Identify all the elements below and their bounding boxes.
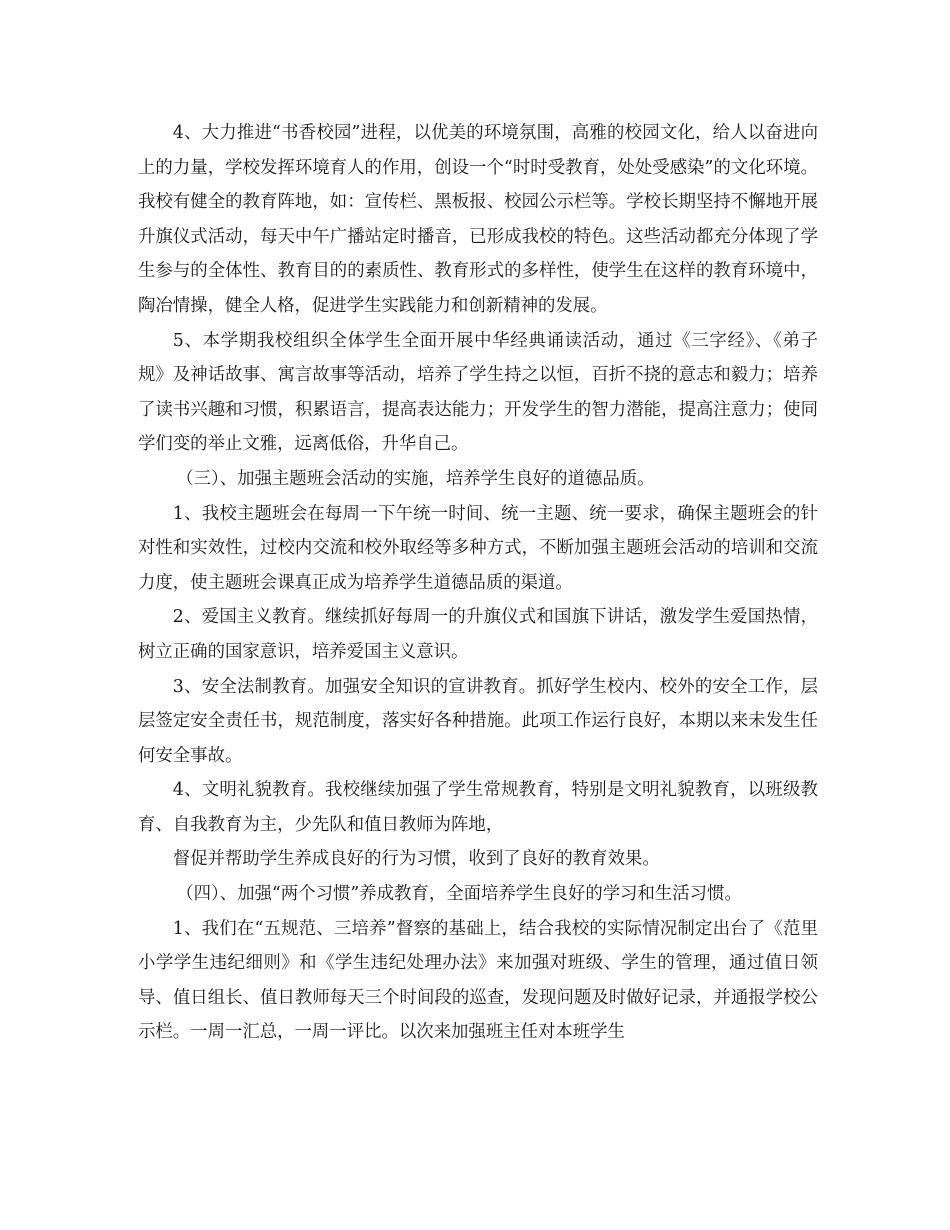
- paragraph-4-courtesy: 4、文明礼貌教育。我校继续加强了学生常规教育，特别是文明礼貌教育，以班级教育、自我教育为主，少先队和值日教师为阵地，: [138, 780, 818, 835]
- paragraph-1-habits: 1、我们在“五规范、三培养”督察的基础上，结合我校的实际情况制定出台了《范里小学学生违纪细则》和《学生违纪处理办法》来加强对班级、学生的管理，通过值日领导、值日组长、值日教师每天三个时间段的巡查，发现问题及时做好记录，并通报学校公示栏。一周一汇总，一周一评比。以次来加强班主任对本班学生: [138, 918, 818, 1043]
- paragraph-1-class-meeting: 1、我校主题班会在每周一下午统一时间、统一主题、统一要求，确保主题班会的针对性和实效性，过校内交流和校外取经等多种方式，不断加强主题班会活动的培训和交流力度，使主题班会课真正成为培养学生道德品质的渠道。: [138, 503, 818, 593]
- paragraph-4-book-campus: 4、大力推进“书香校园”进程，以优美的环境氛围，高雅的校园文化，给人以奋进向上的力量，学校发挥环境育人的作用，创设一个“时时受教育，处处受感染”的文化环境。我校有健全的教育阵地，如：宣传栏、黑板报、校园公示栏等。学校长期坚持不懈地开展升旗仪式活动，每天中午广播站定时播音，已形成我校的特色。这些活动都充分体现了学生参与的全体性、教育目的的素质性、教育形式的多样性，使学生在这样的教育环境中，陶冶情操，健全人格，促进学生实践能力和创新精神的发展。: [138, 123, 818, 316]
- section-heading-3: （三）、加强主题班会活动的实施，培养学生良好的道德品质。: [176, 468, 655, 489]
- paragraph-2-patriotism: 2、爱国主义教育。继续抓好每周一的升旗仪式和国旗下讲话，激发学生爱国热情，树立正确的国家意识，培养爱国主义意识。: [138, 607, 818, 662]
- paragraph-courtesy-continued: 督促并帮助学生养成良好的行为习惯，收到了良好的教育效果。: [172, 849, 660, 870]
- section-heading-4: （四）、加强“两个习惯”养成教育，全面培养学生良好的学习和生活习惯。: [176, 884, 742, 905]
- paragraph-5-classics-reading: 5、本学期我校组织全体学生全面开展中华经典诵读活动，通过《三字经》、《弟子规》及神话故事、寓言故事等活动，培养了学生持之以恒，百折不挠的意志和毅力；培养了读书兴趣和习惯，积累语言，提高表达能力；开发学生的智力潜能，提高注意力；使同学们变的举止文雅，远离低俗，升华自己。: [138, 330, 818, 455]
- document-body: [138, 116, 818, 1050]
- paragraph-3-safety: 3、安全法制教育。加强安全知识的宣讲教育。抓好学生校内、校外的安全工作，层层签定安全责任书，规范制度，落实好各种措施。此项工作运行良好，本期以来未发生任何安全事故。: [138, 676, 818, 766]
